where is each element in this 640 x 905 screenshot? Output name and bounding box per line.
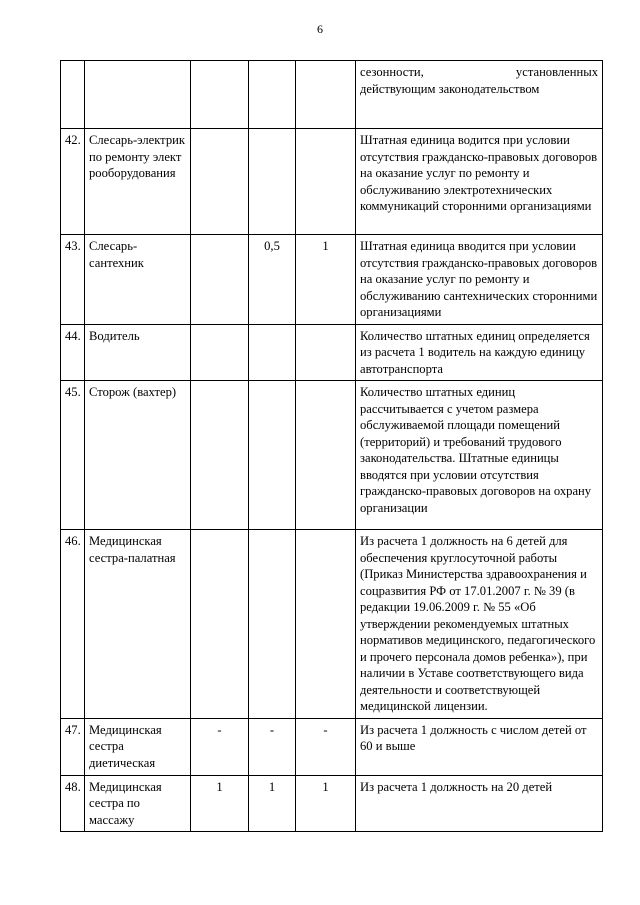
position-name: Медицинская сестра по массажу (85, 775, 191, 832)
value-col-1 (191, 61, 249, 129)
value-col-3 (296, 324, 356, 381)
table-row (61, 324, 603, 381)
row-number: 44. (61, 324, 85, 381)
table-row (61, 530, 603, 719)
staffing-table (60, 60, 603, 832)
table-row (61, 129, 603, 235)
value-col-1: - (191, 718, 249, 775)
value-col-2 (249, 324, 296, 381)
position-name: Слесарь-сантехник (85, 235, 191, 325)
table-row (61, 718, 603, 775)
table-row (61, 775, 603, 832)
value-col-2: - (249, 718, 296, 775)
page-number: 6 (317, 22, 323, 36)
note-text: Количество штатных единиц определяется из расчета 1 водитель на каждую единицу автотранспорта (356, 324, 603, 381)
position-name: Медицинская сестра диетическая (85, 718, 191, 775)
note-text: Количество штатных единиц рассчитывается с учетом размера обслуживаемой площади помещений (территорий) и требований трудового законодательства. Штатные единицы вводятся при условии отсутствия гражданско-правовых договоров на охрану организации (356, 381, 603, 530)
value-col-2 (249, 61, 296, 129)
value-col-1 (191, 324, 249, 381)
row-number: 47. (61, 718, 85, 775)
row-number: 43. (61, 235, 85, 325)
table-row (61, 381, 603, 530)
position-name (85, 61, 191, 129)
value-col-1: 1 (191, 775, 249, 832)
position-name: Слесарь-электрик по ремонту электрооборудования (85, 129, 191, 235)
note-text: Из расчета 1 должность на 6 детей для обеспечения круглосуточной работы (Приказ Министерства здравоохранения и соцразвития РФ от 17.01.2007 г. № 39 (в редакции 19.06.2009 г. № 55 «Об утверждении рекомендуемых штатных нормативов медицинского, педагогического и прочего персонала домов ребенка»), при наличии в Уставе соответствующего вида деятельности и соответствующей медицинской лицензии. (356, 530, 603, 719)
value-col-2: 1 (249, 775, 296, 832)
row-number: 45. (61, 381, 85, 530)
value-col-3 (296, 61, 356, 129)
row-number (61, 61, 85, 129)
value-col-3: 1 (296, 235, 356, 325)
note-cell (356, 61, 603, 129)
position-name: Сторож (вахтер) (85, 381, 191, 530)
position-name: Водитель (85, 324, 191, 381)
value-col-3 (296, 129, 356, 235)
row-number: 42. (61, 129, 85, 235)
note-text: Из расчета 1 должность с числом детей от 60 и выше (356, 718, 603, 775)
position-name: Медицинская сестра-палатная (85, 530, 191, 719)
note-text: Штатная единица вводится при условии отсутствия гражданско-правовых договоров на оказание услуг по ремонту и обслуживанию сантехнических сторонними организациями (356, 235, 603, 325)
value-col-2 (249, 381, 296, 530)
row-number: 46. (61, 530, 85, 719)
note-text: действующим законодательством (360, 81, 540, 96)
value-col-1 (191, 235, 249, 325)
value-col-1 (191, 129, 249, 235)
value-col-3 (296, 530, 356, 719)
table-row (61, 235, 603, 325)
value-col-2 (249, 129, 296, 235)
value-col-3: - (296, 718, 356, 775)
table-row (61, 61, 603, 129)
value-col-1 (191, 530, 249, 719)
value-col-1 (191, 381, 249, 530)
value-col-3: 1 (296, 775, 356, 832)
value-col-2: 0,5 (249, 235, 296, 325)
row-number: 48. (61, 775, 85, 832)
note-text: Из расчета 1 должность на 20 детей (356, 775, 603, 832)
value-col-2 (249, 530, 296, 719)
note-line: сезонности, установленных (360, 65, 598, 79)
value-col-3 (296, 381, 356, 530)
note-text: Штатная единица водится при условии отсутствия гражданско-правовых договоров на оказание услуг по ремонту и обслуживанию электротехнических коммуникаций сторонними организациями (356, 129, 603, 235)
